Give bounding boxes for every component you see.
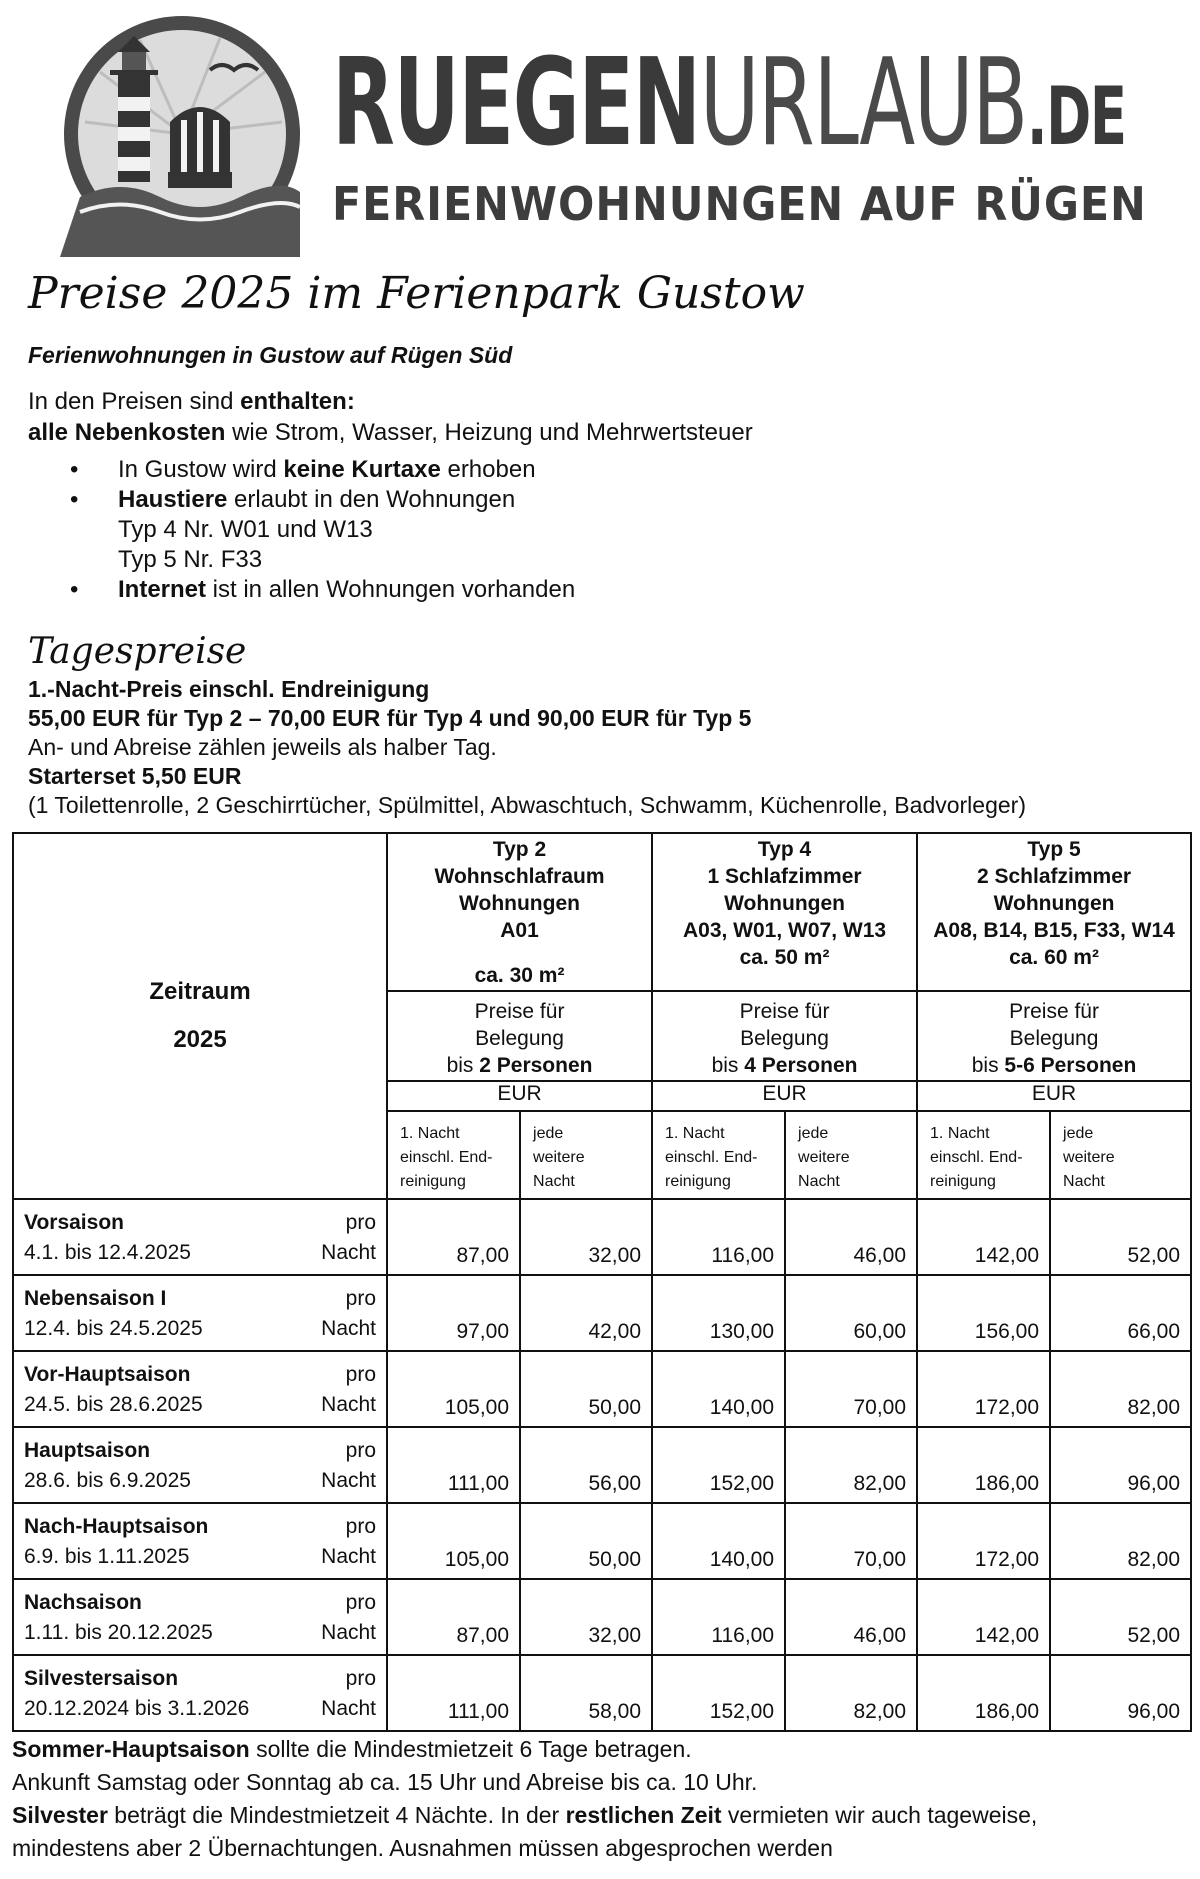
price-cell: 50,00 xyxy=(520,1503,652,1579)
bullet-dot-icon: • xyxy=(70,486,79,513)
occupancy-text: bis xyxy=(971,1054,1005,1077)
price-cell: 87,00 xyxy=(387,1199,520,1275)
occupancy-text: bis xyxy=(711,1054,745,1077)
occupancy-line xyxy=(388,1052,651,1079)
subheader-line: weitere xyxy=(1063,1149,1115,1166)
type-size: ca. 30 m² xyxy=(474,964,565,987)
subheader-line: Nacht xyxy=(533,1173,575,1190)
page-subtitle: Ferienwohnungen in Gustow auf Rügen Süd xyxy=(28,342,513,368)
subheader-line: reinigung xyxy=(665,1173,731,1190)
subheader-line: weitere xyxy=(798,1149,850,1166)
brand-tagline: FERIENWOHNUNGEN AUF RÜGEN xyxy=(332,177,1147,231)
type-name: Typ 2 xyxy=(492,838,547,861)
type-desc: Wohnschlafraum xyxy=(434,865,605,888)
per-label: pro xyxy=(345,1439,377,1462)
per-night-cell xyxy=(291,1351,387,1427)
price-cell: 70,00 xyxy=(785,1351,917,1427)
price-cell: 96,00 xyxy=(1050,1655,1191,1731)
price-table xyxy=(12,832,1192,1732)
price-cell: 140,00 xyxy=(652,1351,785,1427)
price-cell: 50,00 xyxy=(520,1351,652,1427)
table-row xyxy=(13,1351,1191,1427)
season-cell xyxy=(13,1275,291,1351)
subheader-next-night xyxy=(520,1111,652,1199)
note-bold: Sommer-Hauptsaison xyxy=(12,1736,250,1762)
price-cell: 52,00 xyxy=(1050,1579,1191,1655)
season-name: Nach-Hauptsaison xyxy=(24,1515,209,1538)
subheader-first-night xyxy=(917,1111,1050,1199)
night-label: Nacht xyxy=(321,1621,377,1644)
note-text: sollte die Mindestmietzeit 6 Tage betragen. xyxy=(249,1736,692,1762)
intro-line-1 xyxy=(28,386,753,417)
note-text: beträgt die Mindestmietzeit 4 Nächte. In der xyxy=(107,1802,566,1828)
tagespreise-line: 55,00 EUR für Typ 2 – 70,00 EUR für Typ 4 und 90,00 EUR für Typ 5 xyxy=(28,705,752,731)
type-units: A03, W01, W07, W13 xyxy=(682,919,887,942)
season-cell xyxy=(13,1579,291,1655)
season-name: Hauptsaison xyxy=(24,1439,151,1462)
type-header-typ5 xyxy=(917,833,1191,991)
price-cell: 130,00 xyxy=(652,1275,785,1351)
price-cell: 70,00 xyxy=(785,1503,917,1579)
tagespreise-line: (1 Toilettenrolle, 2 Geschirrtücher, Spülmittel, Abwaschtuch, Schwamm, Küchenrolle, Badvorleger) xyxy=(28,792,1026,818)
zeitraum-label: Zeitraum xyxy=(149,978,251,1005)
subheader-line: einschl. End- xyxy=(930,1149,1023,1166)
subheader-next-night xyxy=(785,1111,917,1199)
price-cell: 46,00 xyxy=(785,1579,917,1655)
currency-label: EUR xyxy=(917,1081,1191,1111)
per-label: pro xyxy=(345,1515,377,1538)
price-cell: 172,00 xyxy=(917,1503,1050,1579)
price-cell: 156,00 xyxy=(917,1275,1050,1351)
table-row xyxy=(13,1503,1191,1579)
subheader-line: 1. Nacht xyxy=(400,1125,460,1142)
season-dates: 24.5. bis 28.6.2025 xyxy=(24,1393,203,1416)
price-cell: 186,00 xyxy=(917,1427,1050,1503)
occupancy-persons: 5-6 Personen xyxy=(1004,1054,1137,1077)
season-dates: 20.12.2024 bis 3.1.2026 xyxy=(24,1697,250,1720)
subheader-line: 1. Nacht xyxy=(665,1125,725,1142)
subheader-line: jede xyxy=(798,1125,829,1142)
lighthouse-beach-chair-emblem-icon xyxy=(60,12,305,257)
price-cell: 32,00 xyxy=(520,1579,652,1655)
season-name: Nachsaison xyxy=(24,1591,142,1614)
price-cell: 46,00 xyxy=(785,1199,917,1275)
table-row xyxy=(13,1199,1191,1275)
bullet-bold: keine Kurtaxe xyxy=(283,456,441,483)
night-label: Nacht xyxy=(321,1393,377,1416)
per-label: pro xyxy=(345,1287,377,1310)
occupancy-line: Preise für xyxy=(739,1000,830,1023)
type-name: Typ 4 xyxy=(757,838,812,861)
price-cell: 105,00 xyxy=(387,1351,520,1427)
logo xyxy=(60,12,1147,257)
bullet-kurtaxe xyxy=(70,455,575,485)
per-label: pro xyxy=(345,1591,377,1614)
info-bullet-list xyxy=(70,455,575,605)
subheader-first-night xyxy=(387,1111,520,1199)
night-label: Nacht xyxy=(321,1545,377,1568)
subheader-first-night xyxy=(652,1111,785,1199)
per-night-cell xyxy=(291,1275,387,1351)
price-cell: 116,00 xyxy=(652,1199,785,1275)
type-size: ca. 50 m² xyxy=(739,946,830,969)
intro-line-1-text: In den Preisen sind xyxy=(28,388,241,415)
type-header-typ2 xyxy=(387,833,652,991)
subheader-line: reinigung xyxy=(400,1173,466,1190)
bullet-internet xyxy=(70,575,575,605)
bullet-haustiere xyxy=(70,485,575,515)
price-cell: 87,00 xyxy=(387,1579,520,1655)
type-desc: Wohnungen xyxy=(724,892,845,915)
subheader-line: einschl. End- xyxy=(665,1149,758,1166)
price-cell: 60,00 xyxy=(785,1275,917,1351)
price-cell: 142,00 xyxy=(917,1199,1050,1275)
price-cell: 32,00 xyxy=(520,1199,652,1275)
bullet-continuation: Typ 5 Nr. F33 xyxy=(118,546,263,573)
bullet-dot-icon: • xyxy=(70,456,79,483)
brand-name xyxy=(332,34,1126,174)
price-cell: 111,00 xyxy=(387,1427,520,1503)
type-name: Typ 5 xyxy=(1027,838,1081,861)
tagespreise-heading: Tagespreise xyxy=(28,631,247,672)
price-cell: 52,00 xyxy=(1050,1199,1191,1275)
price-cell: 82,00 xyxy=(785,1427,917,1503)
occupancy-persons: 4 Personen xyxy=(744,1054,858,1077)
occupancy-line xyxy=(918,1052,1190,1079)
note-line xyxy=(12,1733,1192,1766)
occupancy-line: Belegung xyxy=(475,1027,564,1050)
tagespreise-line: Starterset 5,50 EUR xyxy=(28,763,242,789)
type-desc: 2 Schlafzimmer xyxy=(976,865,1132,888)
per-label: pro xyxy=(345,1211,377,1234)
tagespreise-line: An- und Abreise zählen jeweils als halber Tag. xyxy=(28,734,497,760)
footer-notes xyxy=(12,1733,1192,1865)
subheader-line: Nacht xyxy=(1063,1173,1105,1190)
occupancy-text: bis xyxy=(446,1054,480,1077)
type-units: A01 xyxy=(500,919,539,942)
intro-line-2-text: wie Strom, Wasser, Heizung und Mehrwertsteuer xyxy=(225,419,753,446)
occupancy-line: Belegung xyxy=(740,1027,829,1050)
note-bold: restlichen Zeit xyxy=(565,1802,722,1828)
occupancy-typ2 xyxy=(387,991,652,1081)
occupancy-typ5 xyxy=(917,991,1191,1081)
intro-line-2 xyxy=(28,417,753,448)
night-label: Nacht xyxy=(321,1469,377,1492)
occupancy-persons: 2 Personen xyxy=(479,1054,593,1077)
price-cell: 142,00 xyxy=(917,1579,1050,1655)
note-line xyxy=(12,1799,1192,1832)
table-row xyxy=(13,1579,1191,1655)
season-name: Vor-Hauptsaison xyxy=(24,1363,191,1386)
type-units: A08, B14, B15, F33, W14 xyxy=(933,919,1175,942)
per-label: pro xyxy=(345,1667,377,1690)
per-night-cell xyxy=(291,1655,387,1731)
tagespreise-block xyxy=(28,675,1026,820)
currency-label: EUR xyxy=(652,1081,917,1111)
type-size: ca. 60 m² xyxy=(1009,946,1099,969)
page-title: Preise 2025 im Ferienpark Gustow xyxy=(28,268,805,319)
per-label: pro xyxy=(345,1363,377,1386)
type-desc: Wohnungen xyxy=(459,892,580,915)
type-desc: Wohnungen xyxy=(993,892,1115,915)
bullet-text: In Gustow wird xyxy=(118,456,284,483)
season-cell xyxy=(13,1199,291,1275)
subheader-line: jede xyxy=(1063,1125,1094,1142)
price-cell: 116,00 xyxy=(652,1579,785,1655)
price-cell: 96,00 xyxy=(1050,1427,1191,1503)
season-cell xyxy=(13,1503,291,1579)
intro-line-2-bold: alle Nebenkosten xyxy=(28,419,226,446)
occupancy-line: Preise für xyxy=(474,1000,565,1023)
price-cell: 111,00 xyxy=(387,1655,520,1731)
price-cell: 152,00 xyxy=(652,1655,785,1731)
season-dates: 28.6. bis 6.9.2025 xyxy=(24,1469,191,1492)
table-row xyxy=(13,1275,1191,1351)
note-bold: Silvester xyxy=(12,1802,108,1828)
price-cell: 186,00 xyxy=(917,1655,1050,1731)
subheader-line: 1. Nacht xyxy=(930,1125,990,1142)
occupancy-typ4 xyxy=(652,991,917,1081)
currency-label: EUR xyxy=(387,1081,652,1111)
night-label: Nacht xyxy=(321,1317,377,1340)
intro-text xyxy=(28,386,753,448)
bullet-dot-icon: • xyxy=(70,576,79,603)
price-cell: 56,00 xyxy=(520,1427,652,1503)
subheader-line: weitere xyxy=(533,1149,585,1166)
type-desc: 1 Schlafzimmer xyxy=(707,865,862,888)
brand-tld: .DE xyxy=(1026,70,1126,163)
season-cell xyxy=(13,1427,291,1503)
price-cell: 66,00 xyxy=(1050,1275,1191,1351)
table-row xyxy=(13,1655,1191,1731)
price-cell: 82,00 xyxy=(1050,1351,1191,1427)
night-label: Nacht xyxy=(321,1697,377,1720)
subheader-next-night xyxy=(1050,1111,1191,1199)
season-dates: 1.11. bis 20.12.2025 xyxy=(24,1621,213,1644)
season-dates: 6.9. bis 1.11.2025 xyxy=(24,1545,190,1568)
brand-thin: URLAUB xyxy=(699,34,1027,173)
note-line: Ankunft Samstag oder Sonntag ab ca. 15 Uhr und Abreise bis ca. 10 Uhr. xyxy=(12,1769,758,1795)
zeitraum-header xyxy=(13,833,387,1199)
tagespreise-line: 1.-Nacht-Preis einschl. Endreinigung xyxy=(28,676,430,702)
per-night-cell xyxy=(291,1199,387,1275)
subheader-line: jede xyxy=(533,1125,564,1142)
price-cell: 97,00 xyxy=(387,1275,520,1351)
bullet-text: erhoben xyxy=(440,456,536,483)
brand-bold: RUEGEN xyxy=(332,34,700,173)
season-name: Vorsaison xyxy=(24,1211,124,1234)
season-name: Silvestersaison xyxy=(24,1667,179,1690)
season-name: Nebensaison I xyxy=(24,1287,167,1310)
price-cell: 58,00 xyxy=(520,1655,652,1731)
occupancy-line xyxy=(653,1052,916,1079)
price-cell: 42,00 xyxy=(520,1275,652,1351)
per-night-cell xyxy=(291,1427,387,1503)
bullet-text: ist in allen Wohnungen vorhanden xyxy=(206,576,576,603)
subheader-line: Nacht xyxy=(798,1173,840,1190)
price-cell: 105,00 xyxy=(387,1503,520,1579)
price-cell: 82,00 xyxy=(785,1655,917,1731)
per-night-cell xyxy=(291,1503,387,1579)
price-cell: 152,00 xyxy=(652,1427,785,1503)
price-cell: 82,00 xyxy=(1050,1503,1191,1579)
season-dates: 4.1. bis 12.4.2025 xyxy=(24,1241,191,1264)
price-cell: 140,00 xyxy=(652,1503,785,1579)
season-rows xyxy=(13,1199,1191,1731)
occupancy-line: Belegung xyxy=(1009,1027,1099,1050)
subheader-line: reinigung xyxy=(930,1173,996,1190)
bullet-bold: Haustiere xyxy=(118,486,228,513)
bullet-bold: Internet xyxy=(118,576,207,603)
per-night-cell xyxy=(291,1579,387,1655)
night-label: Nacht xyxy=(321,1241,377,1264)
zeitraum-year: 2025 xyxy=(173,1026,227,1053)
subheader-line: einschl. End- xyxy=(400,1149,493,1166)
season-cell xyxy=(13,1351,291,1427)
season-cell xyxy=(13,1655,291,1731)
occupancy-line: Preise für xyxy=(1009,1000,1099,1023)
price-cell: 172,00 xyxy=(917,1351,1050,1427)
intro-line-1-bold: enthalten: xyxy=(240,388,355,415)
bullet-text: erlaubt in den Wohnungen xyxy=(227,486,516,513)
bullet-continuation: Typ 4 Nr. W01 und W13 xyxy=(118,516,373,543)
type-header-typ4 xyxy=(652,833,917,991)
table-row xyxy=(13,1427,1191,1503)
note-line: mindestens aber 2 Übernachtungen. Ausnahmen müssen abgesprochen werden xyxy=(12,1835,833,1861)
note-text: vermieten wir auch tageweise, xyxy=(721,1802,1038,1828)
season-dates: 12.4. bis 24.5.2025 xyxy=(24,1317,203,1340)
